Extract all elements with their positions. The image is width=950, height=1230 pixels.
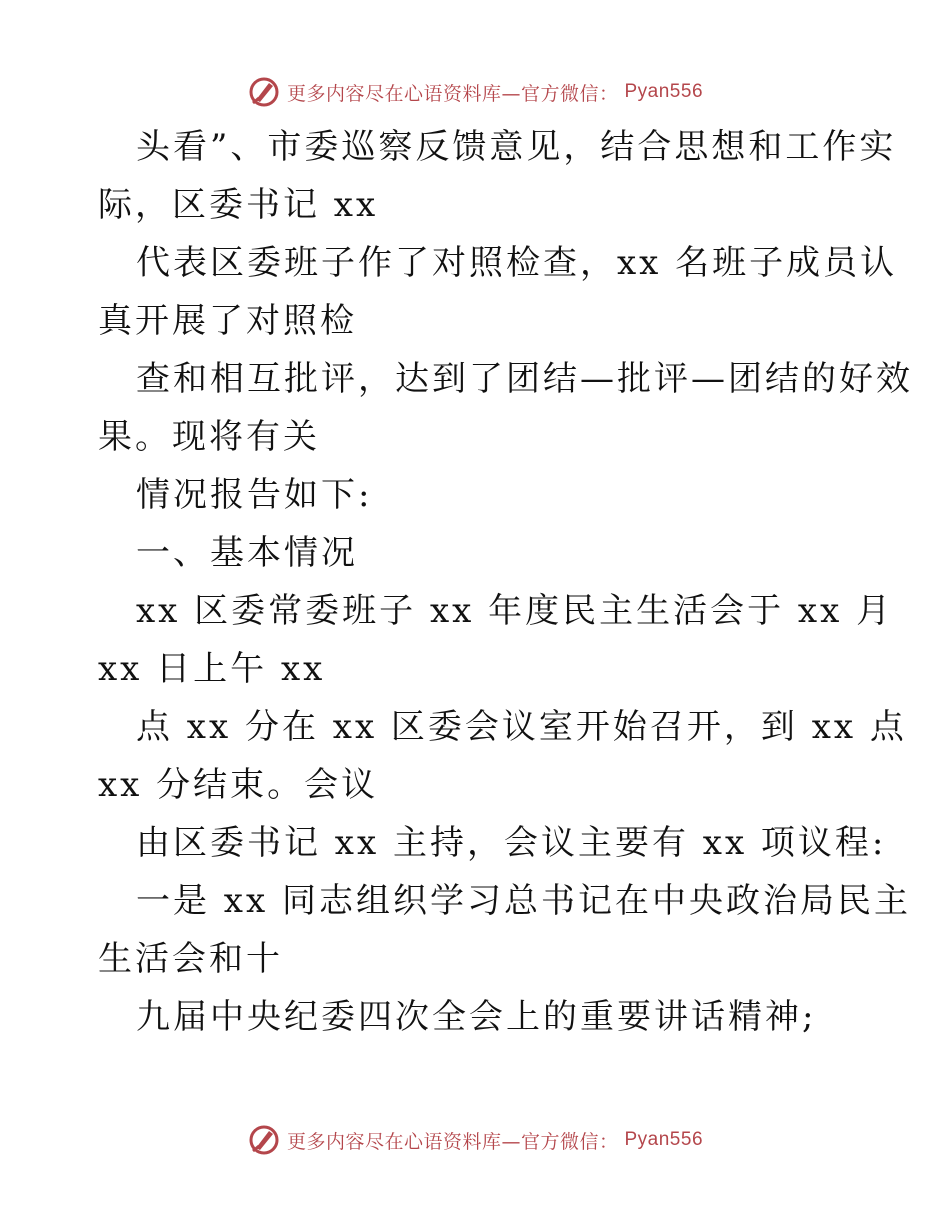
- text-line: 查和相互批评，达到了团结—批评—团结的好效: [136, 359, 913, 399]
- section-heading: 一、基本情况: [136, 533, 358, 573]
- text-line: xx 日上午 xx: [98, 649, 326, 689]
- text-line: 真开展了对照检: [98, 301, 357, 341]
- header-watermark: [0, 72, 950, 112]
- text-line: 一是 xx 同志组织学习总书记在中央政治局民主: [136, 881, 911, 921]
- watermark-wechat-id: Pyan556: [624, 1129, 704, 1150]
- watermark-text: 更多内容尽在心语资料库—官方微信：: [286, 1130, 619, 1153]
- quill-logo-icon: [247, 75, 281, 109]
- watermark-wechat-id: Pyan556: [624, 81, 704, 102]
- text-line: 九届中央纪委四次全会上的重要讲话精神;: [136, 997, 817, 1037]
- footer-watermark: [0, 1120, 950, 1160]
- text-line: 际，区委书记 xx: [98, 185, 379, 225]
- watermark-text: 更多内容尽在心语资料库—官方微信：: [286, 82, 619, 105]
- quill-logo-icon: [247, 1123, 281, 1157]
- text-line: 生活会和十: [98, 939, 283, 979]
- text-line: 点 xx 分在 xx 区委会议室开始召开，到 xx 点: [136, 707, 907, 747]
- text-line: 代表区委班子作了对照检查，xx 名班子成员认: [136, 243, 898, 283]
- text-line: 情况报告如下:: [136, 475, 373, 515]
- text-line: xx 分结束。会议: [98, 765, 379, 805]
- document-body: [98, 118, 913, 1046]
- text-line: 果。现将有关: [98, 417, 320, 457]
- text-line: 由区委书记 xx 主持，会议主要有 xx 项议程:: [136, 823, 887, 863]
- text-line: xx 区委常委班子 xx 年度民主生活会于 xx 月: [136, 591, 894, 631]
- text-line: 头看”、市委巡察反馈意见，结合思想和工作实: [136, 127, 897, 167]
